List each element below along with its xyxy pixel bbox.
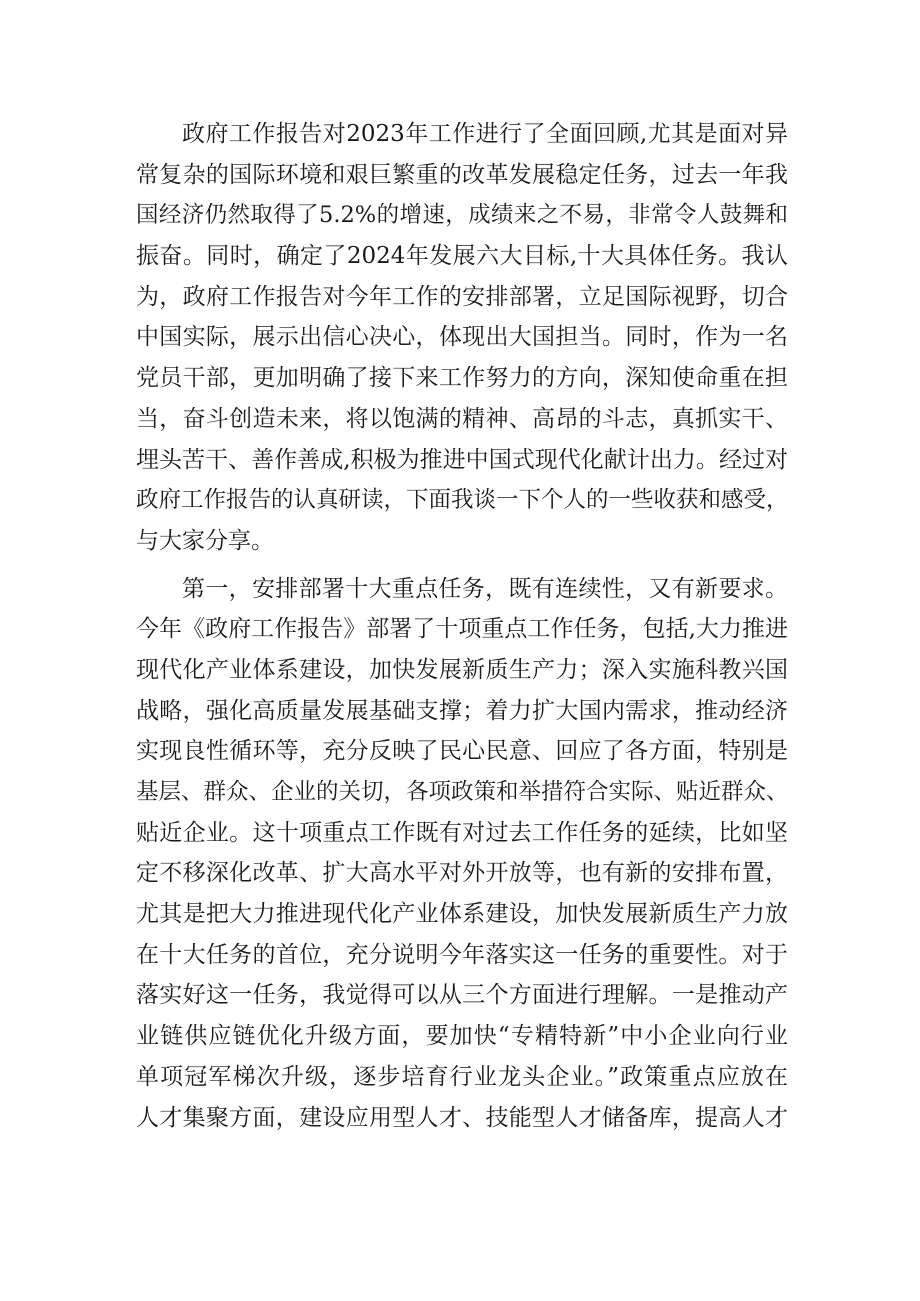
paragraph-gap: [136, 562, 788, 569]
text-line: 第一，安排部署十大重点任务，既有连续性，又有新要求。: [182, 575, 788, 602]
text-line: 为，政府工作报告对今年工作的安排部署，立足国际视野，切合: [136, 283, 788, 310]
text-line: 贴近企业。这十项重点工作既有对过去工作任务的延续，比如坚: [136, 819, 788, 846]
text-line: 实现良性循环等，充分反映了民心民意、回应了各方面，特别是: [136, 738, 788, 765]
text-line: 党员干部，更加明确了接下来工作努力的方向，深知使命重在担: [136, 365, 788, 392]
text-line: 在十大任务的首位，充分说明今年落实这一任务的重要性。对于: [136, 941, 788, 968]
text-line: 中国实际，展示出信心决心，体现出大国担当。同时，作为一名: [136, 324, 788, 351]
text-line: 常复杂的国际环境和艰巨繁重的改革发展稳定任务，过去一年我: [136, 161, 788, 188]
text-line: 振奋。同时，确定了2024年发展六大目标,十大具体任务。我认: [136, 243, 788, 270]
text-line: 落实好这一任务，我觉得可以从三个方面进行理解。一是推动产: [136, 982, 788, 1009]
text-line: 埋头苦干、善作善成,积极为推进中国式现代化献计出力。经过对: [136, 446, 788, 473]
text-line: 今年《政府工作报告》部署了十项重点工作任务，包括,大力推进: [136, 616, 788, 643]
paragraph-1: [136, 114, 788, 562]
text-line: 业链供应链优化升级方面，要加快“专精特新”中小企业向行业: [136, 1023, 788, 1050]
text-line: 与大家分享。: [136, 527, 274, 554]
text-line: 基层、群众、企业的关切，各项政策和举措符合实际、贴近群众、: [136, 779, 789, 805]
text-line: 单项冠军梯次升级，逐步培育行业龙头企业。”政策重点应放在: [136, 1063, 788, 1090]
text-line: 国经济仍然取得了5.2%的增速，成绩来之不易，非常令人鼓舞和: [136, 202, 788, 229]
text-line: 定不移深化改革、扩大高水平对外开放等，也有新的安排布置，: [136, 860, 788, 887]
text-line: 政府工作报告对2023年工作进行了全面回顾,尤其是面对异: [182, 121, 788, 147]
paragraph-2: [136, 569, 788, 1139]
text-line: 当，奋斗创造未来，将以饱满的精神、高昂的斗志，真抓实干、: [136, 405, 788, 432]
text-line: 人才集聚方面，建设应用型人才、技能型人才储备库，提高人才: [136, 1104, 788, 1131]
text-line: 战略，强化高质量发展基础支撑；着力扩大国内需求，推动经济: [136, 697, 788, 724]
text-line: 政府工作报告的认真研读，下面我谈一下个人的一些收获和感受，: [136, 487, 789, 514]
text-line: 尤其是把大力推进现代化产业体系建设，加快发展新质生产力放: [136, 901, 788, 928]
document-body: [136, 114, 788, 1138]
text-line: 现代化产业体系建设，加快发展新质生产力；深入实施科教兴国: [136, 656, 788, 683]
